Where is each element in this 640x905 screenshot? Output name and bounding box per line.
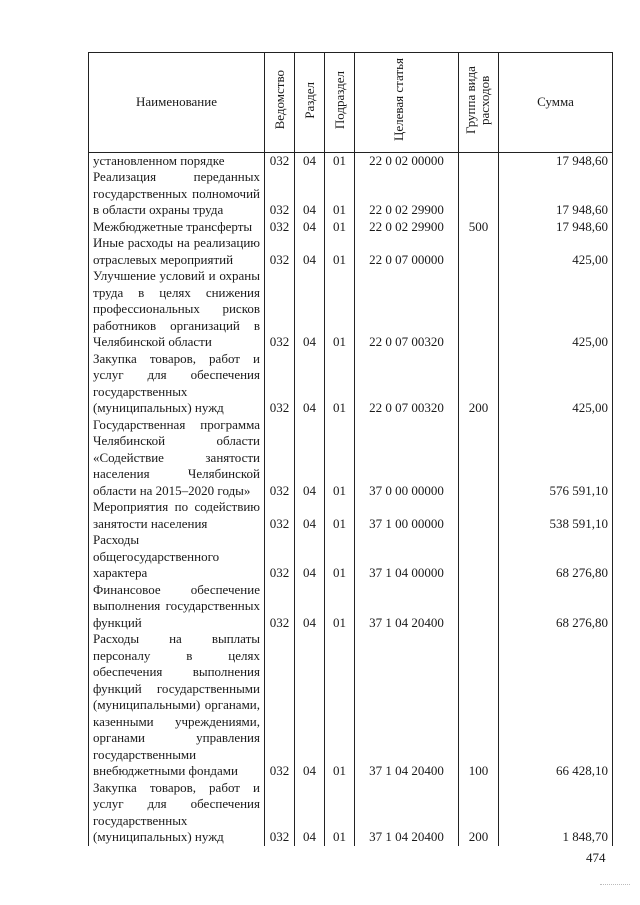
- cell-section: 04: [295, 780, 325, 846]
- cell-target-article: 37 0 00 00000: [355, 417, 459, 500]
- table-body: [89, 152, 613, 846]
- cell-target-article: 37 1 04 00000: [355, 532, 459, 582]
- table-row: [89, 219, 613, 236]
- cell-name: Улучшение условий и охраны труда в целях снижения профессиональных рисков работников организаций в Челябинской области: [89, 268, 265, 351]
- cell-department: 032: [265, 417, 295, 500]
- cell-sum: 17 948,60: [499, 219, 613, 236]
- cell-subsection: 01: [325, 499, 355, 532]
- cell-subsection: 01: [325, 169, 355, 219]
- cell-section: 04: [295, 532, 325, 582]
- cell-section: 04: [295, 268, 325, 351]
- cell-name: Закупка товаров, работ и услуг для обеспечения государственных (муниципальных) нужд: [89, 351, 265, 417]
- cell-target-article: 22 0 07 00320: [355, 351, 459, 417]
- header-sum: Сумма: [499, 53, 613, 153]
- header-section: Раздел: [295, 53, 325, 153]
- cell-subsection: 01: [325, 631, 355, 780]
- cell-department: 032: [265, 532, 295, 582]
- cell-expense-group: [459, 235, 499, 268]
- cell-name: Мероприятия по содействию занятости населения: [89, 499, 265, 532]
- cell-subsection: 01: [325, 219, 355, 236]
- cell-sum: 538 591,10: [499, 499, 613, 532]
- cell-expense-group: 200: [459, 780, 499, 846]
- table-header-row: [89, 53, 613, 153]
- cell-target-article: 22 0 02 00000: [355, 152, 459, 169]
- cell-department: 032: [265, 235, 295, 268]
- cell-section: 04: [295, 351, 325, 417]
- cell-name: Расходы общегосударственного характера: [89, 532, 265, 582]
- cell-department: 032: [265, 169, 295, 219]
- cell-sum: 68 276,80: [499, 532, 613, 582]
- cell-expense-group: [459, 417, 499, 500]
- header-subsection: Подраздел: [325, 53, 355, 153]
- table-row: [89, 351, 613, 417]
- cell-subsection: 01: [325, 268, 355, 351]
- page-number: 474: [586, 850, 606, 865]
- cell-target-article: 37 1 00 00000: [355, 499, 459, 532]
- cell-section: 04: [295, 152, 325, 169]
- cell-name: Расходы на выплаты персоналу в целях обеспечения выполнения функций государственными (муниципальными) органами, казенными учреждениями, органами управления государственными внебюджетными фондами: [89, 631, 265, 780]
- cell-department: 032: [265, 152, 295, 169]
- cell-department: 032: [265, 499, 295, 532]
- cell-sum: 68 276,80: [499, 582, 613, 632]
- table-row: [89, 152, 613, 169]
- cell-name: Реализация переданных государственных полномочий в области охраны труда: [89, 169, 265, 219]
- cell-sum: 425,00: [499, 235, 613, 268]
- cell-name: установленном порядке: [89, 152, 265, 169]
- cell-sum: 1 848,70: [499, 780, 613, 846]
- cell-subsection: 01: [325, 235, 355, 268]
- table-row: [89, 532, 613, 582]
- header-department: Ведомство: [265, 53, 295, 153]
- cell-department: 032: [265, 268, 295, 351]
- cell-department: 032: [265, 780, 295, 846]
- cell-target-article: 37 1 04 20400: [355, 631, 459, 780]
- cell-expense-group: [459, 582, 499, 632]
- header-expense-group: Группа вида расходов: [459, 53, 499, 153]
- cell-target-article: 22 0 07 00000: [355, 235, 459, 268]
- cell-expense-group: 500: [459, 219, 499, 236]
- budget-table: [88, 52, 613, 846]
- table-row: [89, 235, 613, 268]
- cell-name: Закупка товаров, работ и услуг для обеспечения государственных (муниципальных) нужд: [89, 780, 265, 846]
- cell-name: Иные расходы на реализацию отраслевых мероприятий: [89, 235, 265, 268]
- cell-expense-group: 200: [459, 351, 499, 417]
- cell-sum: 576 591,10: [499, 417, 613, 500]
- cell-target-article: 37 1 04 20400: [355, 582, 459, 632]
- cell-section: 04: [295, 631, 325, 780]
- cell-department: 032: [265, 582, 295, 632]
- cell-department: 032: [265, 351, 295, 417]
- table-row: [89, 631, 613, 780]
- cell-target-article: 22 0 02 29900: [355, 219, 459, 236]
- cell-department: 032: [265, 631, 295, 780]
- cell-section: 04: [295, 235, 325, 268]
- cell-target-article: 37 1 04 20400: [355, 780, 459, 846]
- cell-subsection: 01: [325, 417, 355, 500]
- table-row: [89, 169, 613, 219]
- cell-name: Финансовое обеспечение выполнения государственных функций: [89, 582, 265, 632]
- cell-section: 04: [295, 169, 325, 219]
- cell-section: 04: [295, 582, 325, 632]
- cell-subsection: 01: [325, 532, 355, 582]
- cell-name: Межбюджетные трансферты: [89, 219, 265, 236]
- cell-subsection: 01: [325, 351, 355, 417]
- cell-expense-group: [459, 499, 499, 532]
- cell-sum: 66 428,10: [499, 631, 613, 780]
- cell-department: 032: [265, 219, 295, 236]
- cell-sum: 17 948,60: [499, 169, 613, 219]
- table-row: [89, 499, 613, 532]
- cell-target-article: 22 0 02 29900: [355, 169, 459, 219]
- cell-section: 04: [295, 499, 325, 532]
- cell-expense-group: 100: [459, 631, 499, 780]
- table-row: [89, 417, 613, 500]
- cell-subsection: 01: [325, 582, 355, 632]
- cell-expense-group: [459, 268, 499, 351]
- cell-subsection: 01: [325, 152, 355, 169]
- cell-sum: 425,00: [499, 351, 613, 417]
- cell-expense-group: [459, 152, 499, 169]
- cell-expense-group: [459, 532, 499, 582]
- scan-edge-mark: [600, 884, 630, 887]
- cell-section: 04: [295, 417, 325, 500]
- table-row: [89, 268, 613, 351]
- cell-sum: 425,00: [499, 268, 613, 351]
- header-target-article: Целевая статья: [355, 53, 459, 153]
- cell-expense-group: [459, 169, 499, 219]
- cell-subsection: 01: [325, 780, 355, 846]
- header-name: Наименование: [89, 53, 265, 153]
- cell-section: 04: [295, 219, 325, 236]
- cell-target-article: 22 0 07 00320: [355, 268, 459, 351]
- cell-sum: 17 948,60: [499, 152, 613, 169]
- table-row: [89, 780, 613, 846]
- cell-name: Государственная программа Челябинской области «Содействие занятости населения Челябинской области на 2015–2020 годы»: [89, 417, 265, 500]
- table-row: [89, 582, 613, 632]
